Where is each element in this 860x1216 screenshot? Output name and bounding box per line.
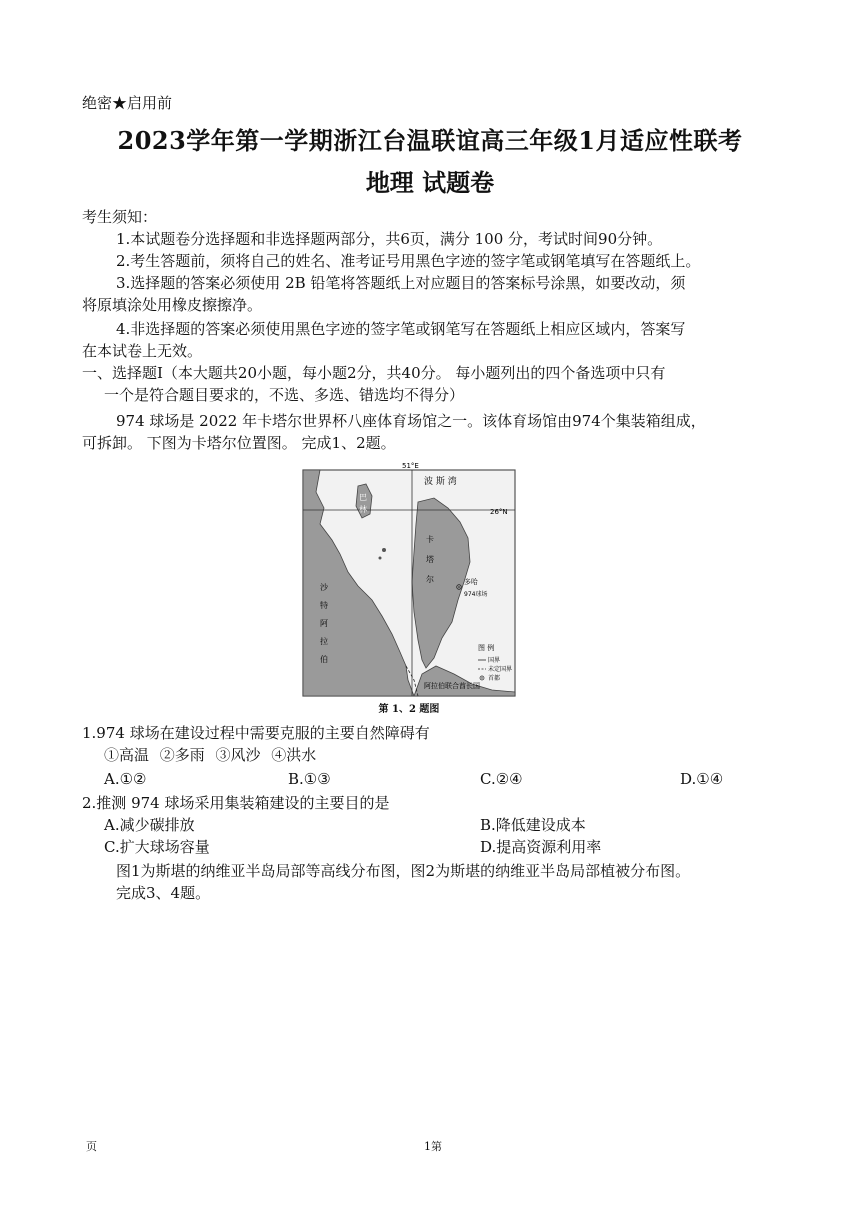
intro-q3-4-line-2: 完成3、4题。: [116, 884, 211, 902]
gulf-label: 波 斯 湾: [424, 477, 457, 487]
question-2-option-d: D.提高资源利用率: [480, 838, 602, 856]
question-1-option-b: B.①③: [288, 770, 331, 788]
stadium-label: 974球场: [464, 591, 488, 598]
notice-heading: 考生须知：: [82, 208, 158, 226]
bahrain-label-1: 巴: [359, 493, 367, 502]
qatar-label-1: 卡: [426, 535, 434, 544]
legend-title: 图 例: [478, 644, 495, 652]
exam-title: 2023学年第一学期浙江台温联谊高三年级1月适应性联考: [117, 126, 743, 155]
notice-item-3-line-1: 3.选择题的答案必须使用 2B 铅笔将答题纸上对应题目的答案标号涂黑，如要改动，须: [116, 274, 686, 292]
question-1-option-c: C.②④: [480, 770, 523, 788]
saudi-label-3: 阿: [320, 619, 328, 628]
section-1-heading: 一、选择题Ⅰ（本大题共20小题，每小题2分，共40分。 每小题列出的四个备选项中只有: [82, 364, 666, 382]
footer-left: 页: [86, 1140, 97, 1153]
notice-item-4-line-1: 4.非选择题的答案必须使用黑色字迹的签字笔或钢笔写在答题纸上相应区域内，答案写: [116, 320, 686, 338]
notice-item-3-line-2: 将原填涂处用橡皮擦擦净。: [82, 296, 263, 314]
section-1-heading-cont: 一个是符合题目要求的，不选、多选、错选均不得分）: [104, 386, 465, 404]
qatar-location-map: [302, 462, 516, 698]
legend-undetermined: 未定国界: [488, 666, 513, 673]
legend-capital: 首都: [488, 675, 501, 682]
saudi-label-1: 沙: [320, 583, 328, 592]
doha-label: 多哈: [464, 578, 478, 586]
question-2-option-b: B.降低建设成本: [480, 816, 586, 834]
question-1-stem: 1.974 球场在建设过程中需要克服的主要自然障碍有: [82, 724, 430, 742]
uae-label: 阿拉伯联合酋长国: [424, 682, 480, 690]
question-1-statements: ①高温 ②多雨 ③风沙 ④洪水: [104, 746, 317, 764]
secret-mark: 绝密★启用前: [82, 94, 173, 112]
lon-label: 51°E: [402, 462, 419, 470]
saudi-label-2: 特: [320, 601, 328, 610]
intro-q1-2-line-2: 可拆卸。 下图为卡塔尔位置图。 完成1、2题。: [82, 434, 396, 452]
footer-page-number: 1第: [424, 1140, 442, 1153]
question-2-option-a: A.减少碳排放: [104, 816, 195, 834]
question-2-option-c: C.扩大球场容量: [104, 838, 210, 856]
question-1-option-a: A.①②: [104, 770, 147, 788]
notice-item-1: 1.本试题卷分选择题和非选择题两部分，共6页，满分 100 分，考试时间90分钟。: [116, 230, 663, 248]
map-caption: 第 1、2 题图: [378, 704, 440, 715]
legend-border: 国界: [488, 657, 501, 664]
bahrain-label-2: 林: [359, 505, 367, 514]
question-2-stem: 2.推测 974 球场采用集装箱建设的主要目的是: [82, 794, 390, 812]
question-1-option-d: D.①④: [680, 770, 724, 788]
notice-item-4-line-2: 在本试卷上无效。: [82, 342, 203, 360]
qatar-label-3: 尔: [426, 575, 434, 584]
intro-q3-4-line-1: 图1为斯堪的纳维亚半岛局部等高线分布图，图2为斯堪的纳维亚半岛局部植被分布图。: [116, 862, 691, 880]
exam-subtitle: 地理 试题卷: [365, 168, 495, 197]
intro-q1-2-line-1: 974 球场是 2022 年卡塔尔世界杯八座体育场馆之一。该体育场馆由974个集装箱组成，: [116, 412, 706, 430]
qatar-label-2: 塔: [426, 555, 434, 564]
notice-item-2: 2.考生答题前，须将自己的姓名、准考证号用黑色字迹的签字笔或钢笔填写在答题纸上。: [116, 252, 701, 270]
lat-label: 26°N: [490, 508, 508, 516]
saudi-label-4: 拉: [320, 637, 328, 646]
saudi-label-5: 伯: [320, 655, 328, 664]
